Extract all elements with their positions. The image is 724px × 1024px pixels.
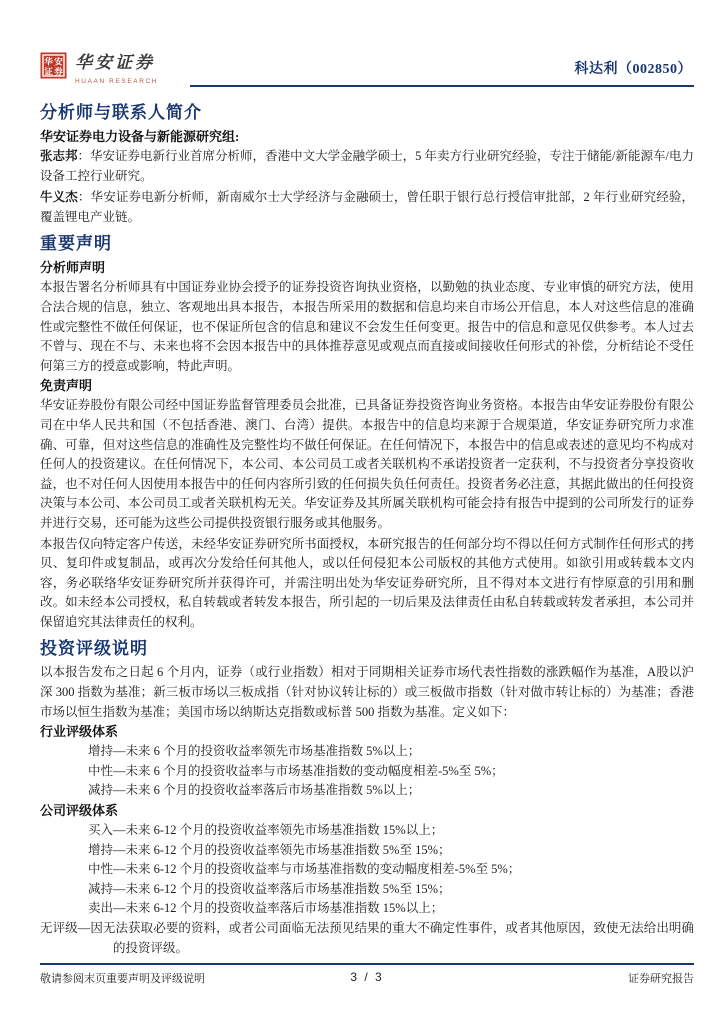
report-code: 科达利（002850）: [574, 62, 692, 77]
huaan-logo: [40, 52, 158, 85]
company-rating-item: 卖出—未来 6-12 个月的投资收益率落后市场基准指数 15%以上；: [88, 901, 444, 916]
footer-disclaimer-note: 敬请参阅末页重要声明及评级说明: [40, 973, 205, 985]
no-rating-item: 无评级—因无法获取必要的资料，或者公司面临无法预见结果的重大不确定性事件，或者其他原因，致使无法给出明确的投资评级。: [40, 921, 694, 955]
svg-text:证: 证: [44, 66, 53, 77]
analyst-bio: [40, 147, 694, 186]
team-heading: 华安证券电力设备与新能源研究组:: [40, 129, 240, 144]
page-number: 3 / 3: [350, 970, 384, 984]
footer-report-type: 证券研究报告: [628, 973, 694, 985]
important-statement-title: 重要声明: [40, 234, 112, 254]
industry-rating-heading: 行业评级体系: [40, 724, 119, 740]
company-rating-heading: 公司评级体系: [40, 803, 119, 819]
brand-text: [75, 52, 158, 85]
page-footer: [40, 963, 694, 986]
analyst-statement-heading: 分析师声明: [40, 260, 106, 276]
brand-name: 华安证券: [75, 53, 155, 72]
rating-section-title: 投资评级说明: [40, 639, 148, 659]
industry-rating-item: 增持—未来 6 个月的投资收益率领先市场基准指数 5%以上；: [88, 744, 421, 759]
disclaimer-heading: 免责声明: [40, 378, 93, 394]
company-rating-item: 买入—未来 6-12 个月的投资收益率领先市场基准指数 15%以上；: [88, 823, 444, 838]
company-rating-item: 减持—未来 6-12 个月的投资收益率落后市场基准指数 5%至 15%；: [88, 881, 451, 896]
disclaimer-paragraph: 华安证券股份有限公司经中国证券监督管理委员会批准，已具备证券投资咨询业务资格。本报告由华安证券股份有限公司在中华人民共和国（不包括香港、澳门、台湾）提供。本报告中的信息均来源于合规渠道，华安证券研究所力求准确、可靠，但对这些信息的准确性及完整性均不做任何保证。在任何情况下，本报告中的信息或表述的意见均不构成对任何人的投资建议。在任何情况下，本公司、本公司员工或者关联机构不承诺投资者一定获利，不与投资者分享投资收益，也不对任何人因使用本报告中的任何内容所引致的任何损失负任何责任。投资者务必注意，其据此做出的任何投资决策与本公司、本公司员工或者关联机构无关。华安证券及其所属关联机构可能会持有报告中提到的公司所发行的证券并进行交易，还可能为这些公司提供投资银行服务或其他服务。: [40, 398, 694, 530]
analyst-name: 牛义杰: [40, 190, 78, 205]
svg-text:安: 安: [54, 56, 63, 67]
analyst-section-title: 分析师与联系人简介: [40, 103, 202, 122]
industry-rating-item: 中性—未来 6 个月的投资收益率与市场基准指数的变动幅度相差-5%至 5%；: [88, 763, 504, 778]
company-rating-item: 中性—未来 6-12 个月的投资收益率与市场基准指数的变动幅度相差-5%至 5%；: [88, 862, 521, 877]
industry-rating-item: 减持—未来 6 个月的投资收益率落后市场基准指数 5%以上；: [88, 783, 421, 798]
analyst-statement-body: 本报告署名分析师具有中国证券业协会授予的证券投资咨询执业资格，以勤勉的执业态度、专业审慎的研究方法，使用合法合规的信息，独立、客观地出具本报告，本报告所采用的数据和信息均来自市场公开信息，本人对这些信息的准确性或完整性不做任何保证，也不保证所包含的信息和建议不会发生任何变更。报告中的信息和意见仅供参考。本人过去不曾与、现在不与、未来也将不会因本报告中的具体推荐意见或观点而直接或间接收任何形式的补偿，分析结论不受任何第三方的授意或影响，特此声明。: [40, 280, 694, 373]
rating-intro: 以本报告发布之日起 6 个月内，证券（或行业指数）相对于同期相关证券市场代表性指数的涨跌幅作为基准，A股以沪深 300 指数为基准；新三板市场以三板成指（针对协议转让标的）或三板做市指数（针对做市转让标的）为基准；香港市场以恒生指数为基准；美国市场以纳斯达克指数或标普 500 指数为基准。定义如下：: [40, 665, 694, 719]
svg-text:华: 华: [44, 56, 53, 67]
rating-section: [40, 639, 694, 958]
svg-text:券: 券: [54, 66, 63, 77]
analyst-bio-text: ：华安证券电新分析师，新南威尔士大学经济与金融硕士，曾任职于银行总行授信审批部，2 年行业研究经验，覆盖锂电产业链。: [40, 190, 694, 224]
analyst-name: 张志邦: [40, 149, 78, 163]
page-header: [40, 0, 694, 96]
footer-row: [40, 970, 694, 986]
header-divider: [190, 85, 694, 87]
disclaimer-paragraph: 本报告仅向特定客户传送，未经华安证券研究所书面授权，本研究报告的任何部分均不得以任何方式制作任何形式的拷贝、复印件或复制品，或再次分发给任何其他人，或以任何侵犯本公司版权的其他方式使用。如欲引用或转载本文内容，务必联络华安证券研究所并获得许可，并需注明出处为华安证券研究所，且不得对本文进行有悖原意的引用和删改。如未经本公司授权，私自转载或者转发本报告，所引起的一切后果及法律责任由私自转载或转发者承担，本公司并保留追究其法律责任的权利。: [40, 536, 694, 629]
analyst-bio: [40, 188, 694, 227]
company-rating-item: 增持—未来 6-12 个月的投资收益率领先市场基准指数 5%至 15%；: [88, 842, 451, 857]
huaan-seal-icon: [40, 52, 67, 79]
brand-subtitle: HUAAN RESEARCH: [75, 78, 159, 85]
analyst-section: [40, 103, 694, 227]
important-statement-section: [40, 234, 694, 632]
analyst-bio-text: ：华安证券电新行业首席分析师，香港中文大学金融学硕士，5 年卖方行业研究经验，专注于储能/新能源车/电力设备工控行业研究。: [40, 149, 694, 183]
